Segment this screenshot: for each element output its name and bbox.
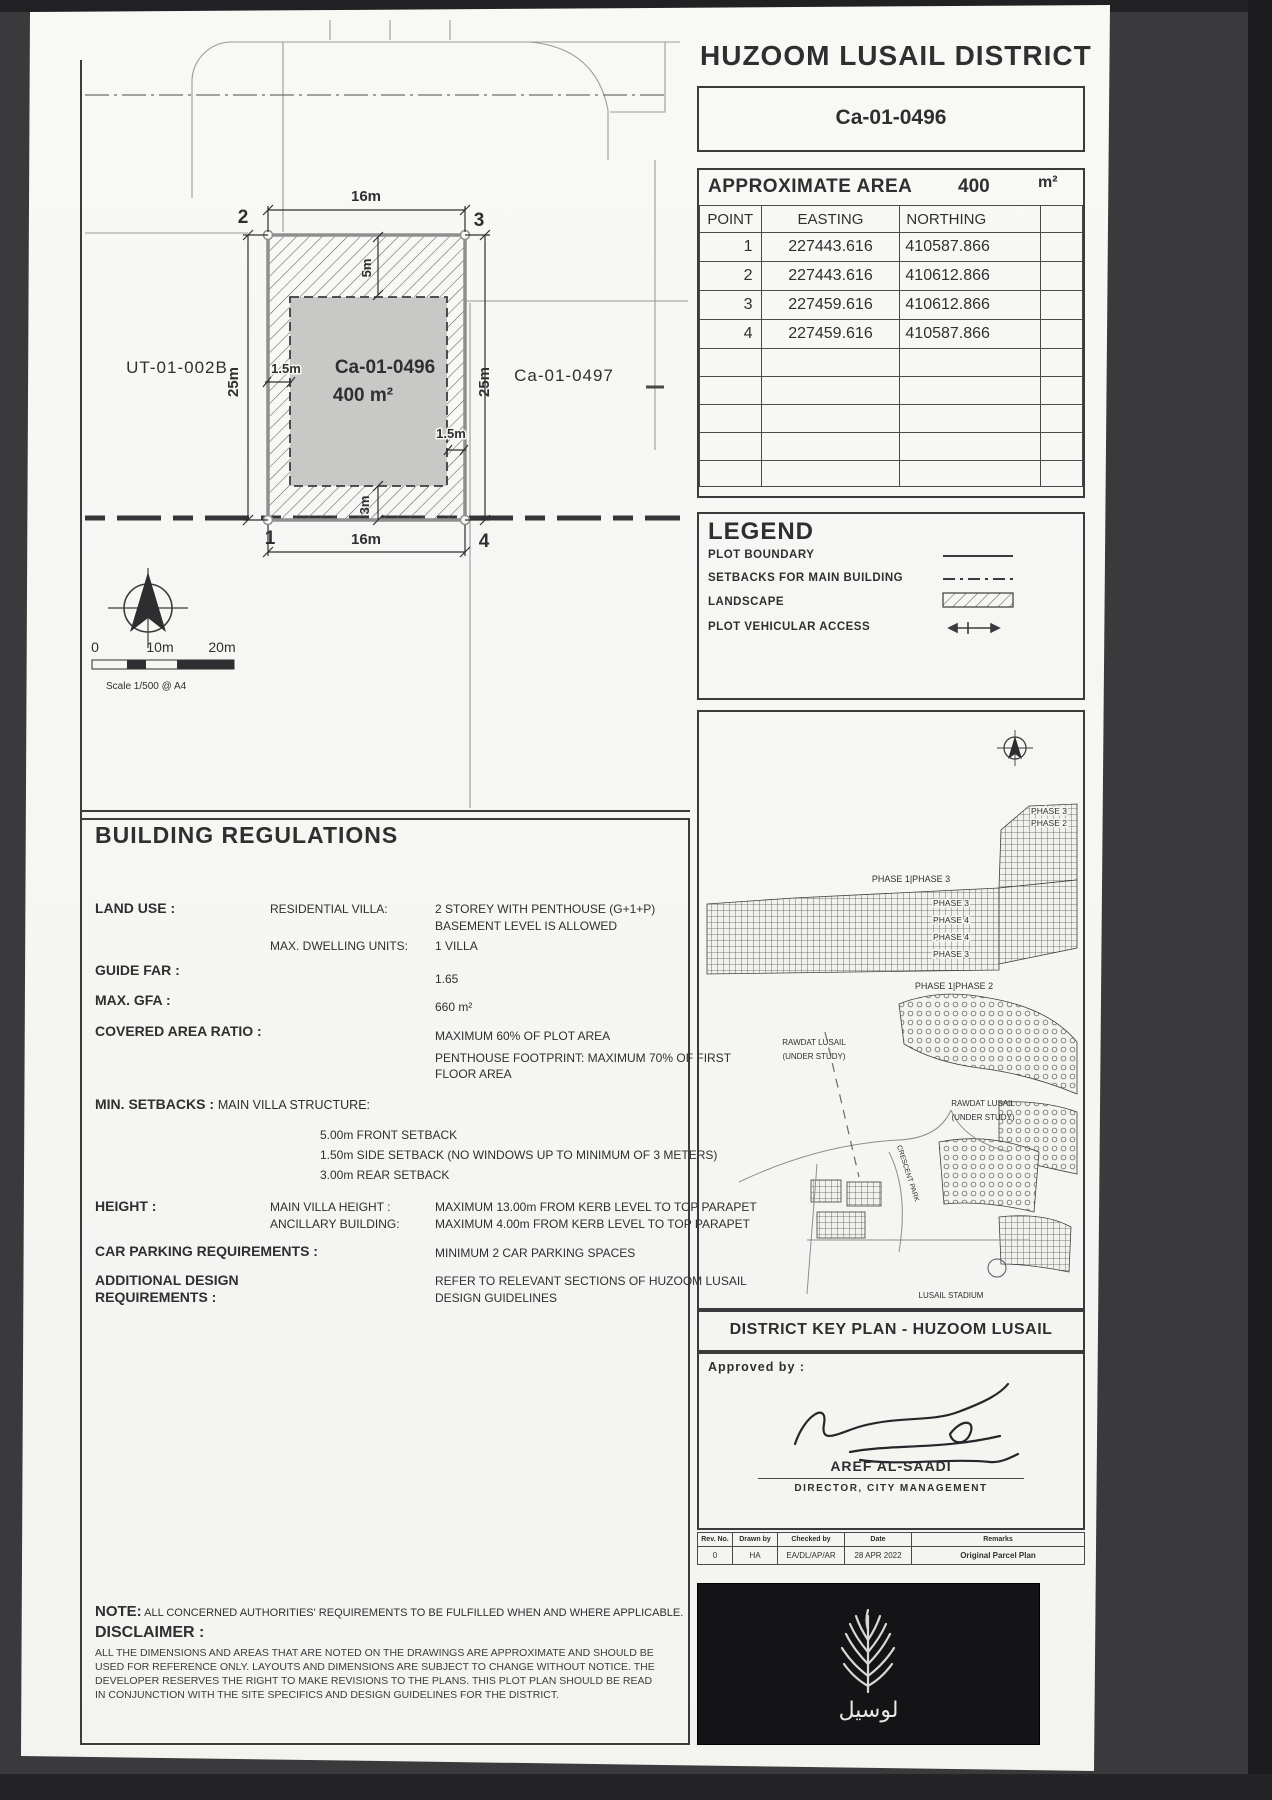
key-plan-title: DISTRICT KEY PLAN - HUZOOM LUSAIL (729, 1321, 1053, 1338)
scale-note-label: Scale 1/500 @ A4 (106, 681, 187, 692)
plot-area-label: 400 m² (332, 385, 394, 406)
scale-10-label: 10m (146, 639, 174, 655)
covered-area-value-1: MAXIMUM 60% OF PLOT AREA (435, 1029, 611, 1043)
corner-1-label: 1 (264, 528, 276, 549)
col-extra (1040, 206, 1082, 233)
regulations-heading: BUILDING REGULATIONS (95, 822, 399, 848)
keyplan-label-rawdat-1: RAWDAT LUSAIL (782, 1038, 846, 1047)
signature (700, 1378, 1085, 1466)
north-arrow-icon (108, 568, 188, 648)
keyplan-label-stadium: LUSAIL STADIUM (918, 1291, 984, 1300)
approver-role: DIRECTOR, CITY MANAGEMENT (794, 1483, 988, 1494)
note-label: NOTE: (95, 1603, 142, 1620)
note-line (95, 1603, 683, 1620)
coord-row: 3 227459.616 410612.866 (700, 291, 1083, 320)
parking-value: MINIMUM 2 CAR PARKING SPACES (435, 1246, 636, 1260)
keyplan-label-rawdat-2b: (UNDER STUDY) (951, 1113, 1015, 1122)
disclaimer-text: ALL THE DIMENSIONS AND AREAS THAT ARE NOTED ON THE DRAWINGS ARE APPROXIMATE AND SHOULD BE USED FOR REFERENCE ONLY. LAYOUTS AND DIMENSIONS ARE SUBJECT TO CHANGE WITHOUT NOTICE. THE DEVELOPER RESERVES THE RIGHT TO MAKE REVISIONS TO THE PLANS. THIS PLOT PLAN SHOULD BE READ IN CONJUNCTION WITH THE SITE SPECIFICS AND DESIGN GUIDELINES FOR THE DISTRICT. (95, 1647, 655, 1701)
min-setbacks-sub: MAIN VILLA STRUCTURE: (217, 1098, 371, 1112)
revision-header-row: Rev. No. Drawn by Checked by Date Remarks (698, 1533, 1085, 1547)
revision-data-row: 0 HA EA/DL/AP/AR 28 APR 2022 Original Parcel Plan (698, 1547, 1085, 1565)
legend-setbacks-label: SETBACKS FOR MAIN BUILDING (708, 572, 904, 584)
keyplan-label-phase-right2: PHASE 2 (1031, 818, 1067, 828)
height-key-2: ANCILLARY BUILDING: (270, 1217, 400, 1231)
land-use-value-2: 1 VILLA (435, 939, 478, 953)
plot-id-value: Ca-01-0496 (835, 106, 947, 129)
corner-2-label: 2 (237, 207, 249, 228)
covered-area-value-2: PENTHOUSE FOOTPRINT: MAXIMUM 70% OF FIRST (435, 1051, 732, 1065)
coord-row-empty (700, 377, 1083, 405)
keyplan-label-crescent: CRESCENT PARK (895, 1144, 920, 1203)
keyplan-label-rawdat-1b: (UNDER STUDY) (782, 1052, 846, 1061)
keyplan-north-arrow-icon (997, 730, 1033, 766)
height-label: HEIGHT : (95, 1198, 157, 1214)
guide-far-value: 1.65 (435, 972, 459, 986)
approved-by-label: Approved by : (708, 1360, 806, 1374)
key-plan-map (699, 712, 1083, 1308)
area-unit: m² (1038, 174, 1058, 191)
setback-side-left-label: 1.5m (271, 361, 301, 376)
lusail-wordmark: لوسيل (838, 1698, 899, 1723)
lusail-palm-logo-icon (768, 1588, 968, 1700)
covered-area-label: COVERED AREA RATIO : (95, 1023, 262, 1039)
legend-vehicular-label: PLOT VEHICULAR ACCESS (708, 621, 871, 633)
scale-0-label: 0 (91, 639, 99, 655)
site-plan-drawing (80, 20, 692, 812)
dim-bottom-label: 16m (350, 531, 382, 548)
legend-symbols (935, 545, 1080, 645)
col-point: POINT (700, 206, 762, 233)
additional-label-1: ADDITIONAL DESIGN (95, 1272, 239, 1288)
covered-area-value-3: FLOOR AREA (435, 1067, 512, 1081)
approver-name: AREF AL-SAADI (830, 1458, 952, 1474)
coord-row-empty (700, 405, 1083, 433)
coord-row-empty (700, 433, 1083, 461)
scan-edge-right (1248, 0, 1272, 1800)
keyplan-label-phase-right1: PHASE 3 (1031, 806, 1067, 816)
plot-id-label: Ca-01-0496 (334, 357, 436, 378)
signature-rule (758, 1478, 1024, 1479)
dim-top-label: 16m (350, 188, 382, 205)
keyplan-label-phase-mid3: PHASE 4 (933, 932, 969, 942)
revision-table (697, 1532, 1085, 1565)
col-northing: NORTHING (900, 206, 1040, 233)
coord-row-empty (700, 461, 1083, 487)
corner-3-label: 3 (473, 210, 485, 231)
land-use-key-2: MAX. DWELLING UNITS: (270, 939, 409, 953)
note-text: ALL CONCERNED AUTHORITIES' REQUIREMENTS TO BE FULFILLED WHEN AND WHERE APPLICABLE. (144, 1607, 684, 1619)
col-easting: EASTING (761, 206, 900, 233)
legend-plot-boundary-label: PLOT BOUNDARY (708, 549, 815, 561)
legend-heading: LEGEND (708, 518, 815, 545)
scale-20-label: 20m (208, 639, 236, 655)
coord-row-empty (700, 349, 1083, 377)
coordinates-table (699, 205, 1083, 487)
keyplan-label-phase-mid1: PHASE 3 (933, 898, 969, 908)
coord-row: 4 227459.616 410587.866 (700, 320, 1083, 349)
keyplan-label-phase-mid2: PHASE 4 (933, 915, 969, 925)
plan-regs-divider (80, 810, 690, 812)
keyplan-stadium-shape (988, 1259, 1006, 1277)
additional-value-1: REFER TO RELEVANT SECTIONS OF HUZOOM LUSAIL (435, 1274, 747, 1288)
setback-item-1: 5.00m FRONT SETBACK (320, 1128, 458, 1142)
max-gfa-label: MAX. GFA : (95, 992, 171, 1008)
keyplan-label-phase-lower: PHASE 1|PHASE 2 (914, 981, 994, 991)
setback-rear-label: 3m (357, 495, 372, 515)
land-use-key-1: RESIDENTIAL VILLA: (270, 902, 388, 916)
keyplan-label-rawdat-2: RAWDAT LUSAIL (951, 1099, 1015, 1108)
height-value-2: MAXIMUM 4.00m FROM KERB LEVEL TO TOP PARAPET (435, 1217, 750, 1231)
setback-front-label: 5m (359, 258, 374, 278)
max-gfa-value: 660 m² (435, 1000, 473, 1014)
height-value-1: MAXIMUM 13.00m FROM KERB LEVEL TO TOP PARAPET (435, 1200, 757, 1214)
corner-4-label: 4 (478, 531, 490, 552)
keyplan-label-phase-top: PHASE 1|PHASE 3 (871, 874, 951, 884)
dim-right-label: 25m (476, 366, 493, 398)
area-value: 400 (958, 176, 990, 197)
disclaimer-label: DISCLAIMER : (95, 1624, 205, 1641)
scan-edge-bottom (0, 1774, 1272, 1800)
coord-row: 2 227443.616 410612.866 (700, 262, 1083, 291)
setback-item-3: 3.00m REAR SETBACK (320, 1168, 450, 1182)
neighbor-right-label: Ca-01-0497 (514, 366, 614, 385)
legend-landscape-label: LANDSCAPE (708, 596, 785, 608)
keyplan-label-phase-mid4: PHASE 3 (933, 949, 969, 959)
setback-item-2: 1.50m SIDE SETBACK (NO WINDOWS UP TO MINIMUM OF 3 METERS) (320, 1148, 718, 1162)
area-heading: APPROXIMATE AREA (708, 176, 913, 197)
land-use-label: LAND USE : (95, 900, 176, 916)
min-setbacks-label: MIN. SETBACKS : (95, 1096, 214, 1112)
neighbor-left-label: UT-01-002B (126, 358, 228, 377)
height-key-1: MAIN VILLA HEIGHT : (270, 1200, 391, 1214)
min-setbacks-line (95, 1096, 370, 1112)
additional-label-2: REQUIREMENTS : (95, 1289, 217, 1305)
legend-landscape-symbol (943, 593, 1013, 607)
land-use-value-1b: BASEMENT LEVEL IS ALLOWED (435, 919, 618, 933)
guide-far-label: GUIDE FAR : (95, 962, 180, 978)
dim-left-label: 25m (225, 366, 242, 398)
district-title: HUZOOM LUSAIL DISTRICT (700, 40, 1092, 71)
land-use-value-1a: 2 STOREY WITH PENTHOUSE (G+1+P) (435, 902, 656, 916)
parking-label: CAR PARKING REQUIREMENTS : (95, 1243, 318, 1259)
additional-value-2: DESIGN GUIDELINES (435, 1291, 558, 1305)
legend-vehicular-symbol (949, 622, 999, 634)
setback-side-right-label: 1.5m (436, 426, 466, 441)
scale-bar (92, 660, 234, 669)
coord-row: 1 227443.616 410587.866 (700, 233, 1083, 262)
